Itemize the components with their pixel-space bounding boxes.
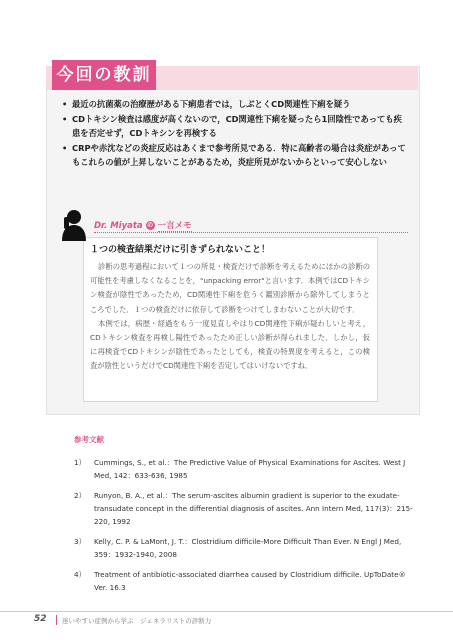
reference-item: 2） Runyon, B. A., et al.：The serum-ascites albumin gradient is superior to the exudate-transudate concept in the differential diagnosis of ascites. Ann Intern Med, 117(3)：215-220, 1992 [74,491,413,526]
memo-heading: １つの検査結果だけに引きずられないこと！ [90,245,271,255]
reference-item: 3） Kelly, C. P. & LaMont, J. T.：Clostridium difficile-More Difficult Than Ever. N Engl J Med, 359：1932-1940, 2008 [74,537,402,559]
kao-mark: の [147,222,154,229]
memo-paragraph: 診断の思考過程において１つの所見・検査だけで診断を考えるためにほかの診断の可能性を考慮しなくなることを，"unpacking error"と言います．本例ではCDトキシン検査が陰性であったため，CD関連性下痢を危うく鑑別診断から除外してしまうところでした．１つの検査だけに依存して診断をつけてしまわないことが大切です． [90,262,370,314]
memo-divider [94,232,408,233]
bullet-icon: • [62,142,68,153]
memo-label: 一言メモ [157,221,192,231]
lesson-list [62,97,406,170]
footer-divider [0,611,453,612]
memo-paragraph: 本例では，病歴・経過をもう一度見直しやはりCD関連性下痢が疑わしいと考え，CDトキシン検査を再検し陽性であったため正しい診断が得られました．しかし，仮に再検査でCDトキシンが陰性であったとしても，検査の特異度を考えると，この検査が陰性というだけでCD関連性下痢を否定してはいけないですね． [90,318,370,371]
reference-item: 1） Cummings, S., et al.：The Predictive Value of Physical Examinations for Ascites. West J Med, 142：633-636, 1985 [74,458,406,480]
bullet-icon: • [62,113,68,124]
footer-title: 迷いやすい症例から学ぶ ジェネラリストの診断力 [62,617,212,625]
memo-body [90,260,370,374]
references-list [74,456,418,601]
lesson-title: 今回の教訓 [52,60,156,90]
footer-accent [56,615,57,625]
reference-item: 4） Treatment of antibiotic-associated diarrhea caused by Clostridium difficile. UpToDate® Ver. 16.3 [74,570,406,592]
doctor-silhouette-icon [59,207,93,241]
memo-title [94,219,192,231]
lesson-item: • 最近の抗菌薬の治療歴がある下痢患者では，しぶとくCD関連性下痢を疑う [62,97,406,112]
memo-author: Dr. Miyata [94,221,143,231]
references-title: 参考文献 [74,435,104,444]
lesson-item: • CDトキシン検査は感度が高くないので，CD関連性下痢を疑ったら1回陰性であっても疾患を否定せず，CDトキシンを再検する [62,113,402,138]
bullet-icon: • [62,99,68,109]
lesson-item: • CRPや赤沈などの炎症反応はあくまで参考所見である．特に高齢者の場合は炎症があってもこれらの値が上昇しないことがあるため，炎症所見がないからといって安心しない [62,142,406,167]
page-number: 52 [34,614,47,624]
